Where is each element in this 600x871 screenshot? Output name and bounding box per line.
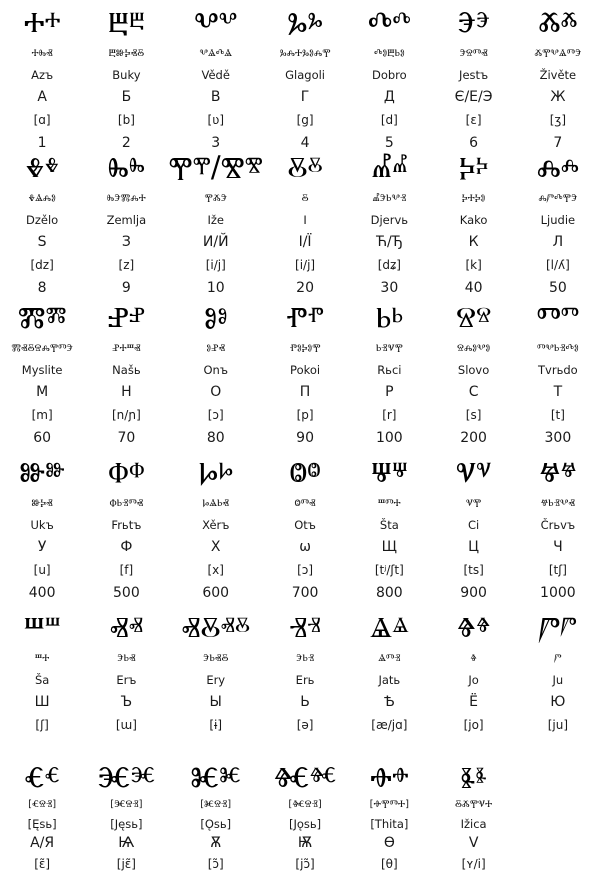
ipa-pronunciation: [tʲ/ʃt]: [374, 563, 404, 577]
letter-cell: [84, 0, 168, 151]
glagolitic-spelling: ⰜⰉ: [465, 498, 482, 509]
numeric-value: 2: [121, 135, 131, 151]
glagolitic-spelling: ⰏⰟⰋⰔⰎⰉⰕⰅ: [11, 343, 73, 354]
letter-cell: [263, 295, 347, 450]
cyrillic-equivalent: Ѫ: [210, 835, 222, 851]
letter-cell: [263, 450, 347, 605]
letter-cell: [169, 450, 263, 605]
glagolitic-spelling: ⰉⰆⰅ: [204, 193, 227, 204]
numeric-value: 90: [296, 430, 314, 446]
glagolitic-glyph: Ⰶⰶ: [538, 5, 578, 39]
ipa-pronunciation: [ə]: [296, 718, 314, 732]
numeric-value: 9: [121, 280, 131, 296]
cyrillic-equivalent: Є/Е/Э: [454, 89, 493, 105]
glagolitic-glyph: Ⱔⱔ: [24, 760, 61, 794]
glagolitic-glyph: Ⰴⰴ: [367, 5, 411, 39]
ipa-pronunciation: [z]: [118, 258, 135, 272]
letter-name: Ukъ: [30, 518, 54, 532]
glagolitic-glyph: Ⱏⱏ: [109, 610, 144, 644]
glagolitic-spelling: ⰓⰠⰜⰉ: [375, 343, 403, 354]
letter-cell: [169, 0, 263, 151]
ipa-pronunciation: [ʋ]: [207, 113, 224, 127]
cyrillic-equivalent: Х: [210, 539, 221, 555]
letter-name: Tvrьdo: [538, 363, 578, 377]
glagolitic-glyph: Ⱐⱐ: [289, 610, 321, 644]
glagolitic-glyph: Ⰰⰰ: [23, 5, 61, 39]
glagolitic-spelling: ⰅⰓⰟ: [117, 653, 136, 664]
ipa-pronunciation: [p]: [296, 408, 314, 422]
glagolitic-glyph: Ⱋⱋ: [370, 455, 408, 489]
numeric-value: 30: [380, 280, 399, 296]
glagolitic-glyph: Ⰷⰷ: [25, 150, 59, 184]
letter-name: Ljudie: [540, 213, 576, 227]
glagolitic-glyph: Ⰸⰸ: [107, 150, 145, 184]
cyrillic-equivalent: О: [210, 384, 222, 400]
glagolitic-glyph: Ⰽⰽ: [458, 150, 489, 184]
glagolitic-glyph: Ⱘⱘ: [190, 760, 241, 794]
glagolitic-spelling: ⰖⰍⰟ: [31, 498, 53, 509]
numeric-value: 400: [28, 585, 56, 601]
letter-cell: [347, 758, 431, 871]
glagolitic-spelling: ⰑⰐⰟ: [206, 343, 226, 354]
glagolitic-spelling: ⰋⰆⰉⰜⰀ: [454, 799, 493, 810]
letter-cell: [263, 758, 347, 871]
letter-cell: [516, 605, 600, 758]
cyrillic-equivalent: М: [36, 384, 49, 400]
glagolitic-glyph: Ⱖⱖ: [456, 610, 491, 644]
ipa-pronunciation: [m]: [31, 408, 53, 422]
numeric-value: 60: [33, 430, 52, 446]
ipa-pronunciation: [x]: [207, 563, 224, 577]
glagolitic-glyph: Ⱙⱙ: [273, 760, 337, 794]
cyrillic-equivalent: Ћ/Ђ: [375, 234, 403, 250]
ipa-pronunciation: [ʒ]: [549, 113, 567, 127]
glagolitic-glyph: Ⱃⱃ: [375, 300, 404, 334]
numeric-value: 700: [291, 585, 319, 601]
glagolitic-spelling: [ⰧⰔⰠ]: [110, 799, 143, 810]
ipa-pronunciation: [jɔ̃]: [295, 857, 315, 871]
cyrillic-equivalent: Ф: [120, 539, 133, 555]
cyrillic-equivalent: Ѭ: [297, 835, 313, 851]
glagolitic-spelling: ⰎⰣⰄⰉⰅ: [538, 193, 578, 204]
glagolitic-glyph: Ⱅⱅ: [536, 300, 580, 334]
ipa-pronunciation: [ju]: [547, 718, 569, 732]
glagolitic-spelling: ⰙⰕⰟ: [294, 498, 316, 509]
letter-name: Jatь: [378, 673, 401, 687]
glagolitic-spelling: ⰆⰉⰂⰡⰕⰅ: [534, 48, 582, 59]
letter-name: Ižica: [460, 817, 487, 831]
letter-cell: [516, 0, 600, 151]
numeric-value: 40: [464, 280, 483, 296]
cyrillic-equivalent: Ю: [550, 694, 566, 710]
glagolitic-spelling: ⰈⰅⰏⰎⰀ: [106, 193, 146, 204]
ipa-pronunciation: [i/j]: [295, 258, 316, 272]
glagolitic-glyph: Ⰹⰹ/Ⰺⰺ: [168, 150, 263, 184]
ipa-pronunciation: [n/ɲ]: [112, 408, 141, 422]
ipa-pronunciation: [ɛ]: [465, 113, 482, 127]
cyrillic-equivalent: Ш: [34, 694, 50, 710]
letter-cell: [347, 295, 431, 450]
letter-name: Frьtъ: [111, 518, 142, 532]
glagolitic-spelling: ⰇⰡⰎⰑ: [28, 193, 56, 204]
cyrillic-equivalent: П: [299, 384, 311, 400]
letter-cell: [263, 0, 347, 151]
letter-cell: [0, 605, 84, 758]
ipa-pronunciation: [ʏ/i]: [461, 857, 486, 871]
cyrillic-equivalent: Ѳ: [383, 835, 395, 851]
cyrillic-equivalent: З: [121, 234, 131, 250]
glagolitic-glyph: Ⰻⰻ: [287, 150, 323, 184]
numeric-value: 100: [375, 430, 403, 446]
letter-name: Jo: [468, 673, 479, 687]
glagolitic-spelling: ⰝⰓⰠⰂⰟ: [540, 498, 575, 509]
ipa-pronunciation: [g]: [296, 113, 314, 127]
cyrillic-equivalent: С: [468, 384, 479, 400]
cyrillic-equivalent: S: [37, 234, 47, 250]
numeric-value: 10: [206, 280, 225, 296]
letter-cell: [169, 145, 263, 295]
glagolitic-glyph: Ⰼⰼ: [371, 150, 408, 184]
glagolitic-spelling: ⰔⰎⰑⰂⰑ: [457, 343, 491, 354]
glagolitic-glyph: Ⱌⱌ: [455, 455, 492, 489]
glagolitic-glyph: Ⱍⱍ: [539, 455, 577, 489]
glagolitic-glyph: Ⰾⰾ: [536, 150, 580, 184]
glagolitic-glyph: Ⱀⱀ: [107, 300, 146, 334]
glagolitic-spelling: ⰃⰎⰀⰃⰑⰎⰉ: [279, 48, 331, 59]
numeric-value: 50: [548, 280, 567, 296]
letter-cell: [0, 295, 84, 450]
glagolitic-glyph: Ⰵⰵ: [457, 5, 490, 39]
glagolitic-spelling: ⰞⰕⰀ: [377, 498, 401, 509]
numeric-value: 500: [113, 585, 140, 601]
numeric-value: 800: [375, 585, 403, 601]
cyrillic-equivalent: Ж: [550, 89, 566, 105]
glagolitic-spelling: ⰗⰓⰠⰕⰟ: [109, 498, 144, 509]
glagolitic-spelling: ⰘⰡⰓⰟ: [202, 498, 230, 509]
cyrillic-equivalent: К: [468, 234, 479, 250]
cyrillic-equivalent: Д: [383, 89, 395, 105]
ipa-pronunciation: [ɨ]: [209, 718, 223, 732]
cyrillic-equivalent: Ц: [468, 539, 480, 555]
cyrillic-equivalent: Ч: [553, 539, 563, 555]
glagolitic-spelling: ⰄⰑⰁⰓⰑ: [374, 48, 405, 59]
ipa-pronunciation: [r]: [382, 408, 397, 422]
glagolitic-glyph: Ⱂⱂ: [286, 300, 325, 334]
letter-name: Kako: [459, 213, 488, 227]
glagolitic-glyph: Ⱛⱛ: [460, 760, 487, 794]
ipa-pronunciation: [æ/jɑ]: [371, 718, 408, 732]
ipa-pronunciation: [ts]: [463, 563, 484, 577]
letter-name: Jestъ: [459, 68, 489, 82]
ipa-pronunciation: [d]: [380, 113, 398, 127]
letter-name: Zemlja: [106, 213, 147, 227]
glagolitic-glyph: Ⰳⰳ: [287, 5, 323, 39]
ipa-pronunciation: [ɯ]: [115, 718, 137, 732]
letter-name: Erь: [295, 673, 315, 687]
ipa-pronunciation: [dʑ]: [377, 258, 401, 272]
numeric-value: 8: [37, 280, 47, 296]
cyrillic-equivalent: Ѩ: [118, 835, 135, 851]
letter-name: Iže: [207, 213, 224, 227]
letter-cell: [84, 605, 168, 758]
cyrillic-equivalent: Н: [121, 384, 132, 400]
letter-cell: [431, 450, 515, 605]
numeric-value: 5: [384, 135, 394, 151]
cyrillic-equivalent: А: [37, 89, 47, 105]
glagolitic-spelling: [ⰤⰔⰠ]: [28, 799, 57, 810]
letter-name: Dzělo: [26, 213, 59, 227]
glagolitic-glyph: Ⱇⱇ: [108, 455, 145, 489]
ipa-pronunciation: [l/ʎ]: [545, 258, 570, 272]
letter-name: Onъ: [203, 363, 228, 377]
glagolitic-glyph: Ⰱⰱ: [107, 5, 145, 39]
ipa-pronunciation: [tʃ]: [548, 563, 567, 577]
ipa-pronunciation: [dz]: [30, 258, 54, 272]
letter-cell: [431, 758, 515, 871]
glagolitic-spelling: ⰀⰈⰟ: [31, 48, 53, 59]
glagolitic-glyph: Ⱎⱎ: [23, 610, 61, 644]
letter-name: Dobro: [371, 68, 407, 82]
glagolitic-glyph: Ⰿⰿ: [17, 300, 67, 334]
cyrillic-equivalent: Щ: [381, 539, 397, 555]
glagolitic-spelling: ⰅⰓⰟⰋ: [203, 653, 229, 664]
letter-cell: [516, 295, 600, 450]
glagolitic-spelling: Ⱖ: [470, 653, 477, 664]
glagolitic-spelling: ⰕⰂⰓⰠⰄⰑ: [536, 343, 579, 354]
ipa-pronunciation: [jo]: [463, 718, 484, 732]
numeric-value: 70: [117, 430, 136, 446]
cyrillic-equivalent: Ё: [469, 694, 479, 710]
ipa-pronunciation: [t]: [550, 408, 565, 422]
glagolitic-glyph: Ⱈⱈ: [198, 455, 234, 489]
glagolitic-spelling: ⰅⰔⰕⰟ: [459, 48, 488, 59]
cyrillic-equivalent: В: [210, 89, 221, 105]
cyrillic-equivalent: Л: [552, 234, 564, 250]
ipa-pronunciation: [u]: [33, 563, 51, 577]
glagolitic-glyph: Ⰲⰲ: [194, 5, 238, 39]
letter-cell: [263, 145, 347, 295]
letter-name: Myslite: [21, 363, 63, 377]
letter-cell: [169, 295, 263, 450]
glagolitic-spelling: ⰅⰓⰠ: [296, 653, 315, 664]
glagolitic-spelling: ⰒⰑⰍⰑⰉ: [289, 343, 321, 354]
cyrillic-equivalent: А/Я: [30, 835, 55, 851]
ipa-pronunciation: [ɔ̃]: [207, 857, 224, 871]
letter-cell: [347, 0, 431, 151]
letter-cell: [84, 295, 168, 450]
ipa-pronunciation: [ʃ]: [35, 718, 49, 732]
glagolitic-spelling: Ⰻ: [301, 193, 309, 204]
letter-name: Djervь: [370, 213, 409, 227]
letter-name: Pokoi: [290, 363, 321, 377]
glagolitic-glyph: Ⱚⱚ: [370, 760, 409, 794]
letter-name: Slovo: [457, 363, 490, 377]
numeric-value: 1: [37, 135, 47, 151]
glagolitic-spelling: ⰌⰅⰓⰂⰠ: [372, 193, 407, 204]
glagolitic-spelling: ⰂⰡⰄⰡ: [199, 48, 232, 59]
letter-cell: [0, 758, 84, 871]
letter-name: Ery: [206, 673, 226, 687]
glagolitic-glyph: Ⱗⱗ: [97, 760, 156, 794]
ipa-pronunciation: [ɛ̃]: [34, 857, 51, 871]
letter-name: Erъ: [116, 673, 137, 687]
cyrillic-equivalent: І/Ї: [298, 234, 312, 250]
letter-cell: [84, 450, 168, 605]
letter-cell: [0, 450, 84, 605]
cyrillic-equivalent: И/Й: [202, 234, 229, 250]
letter-name: Rьci: [377, 363, 402, 377]
ipa-pronunciation: [f]: [119, 563, 134, 577]
letter-name: [Ęsь]: [27, 817, 57, 831]
letter-name: [Jęsь]: [110, 817, 143, 831]
letter-name: [Jǫsь]: [288, 817, 322, 831]
ipa-pronunciation: [ɔ]: [207, 408, 224, 422]
glagolitic-spelling: [ⰪⰉⰕⰀ]: [369, 799, 410, 810]
letter-name: Vědě: [201, 68, 230, 82]
letter-name: Črьvъ: [540, 518, 576, 532]
ipa-pronunciation: [i/j]: [205, 258, 226, 272]
letter-name: I: [303, 213, 307, 227]
glagolitic-glyph: Ⱑⱑ: [369, 610, 409, 644]
glagolitic-spelling: ⰍⰀⰍⰑ: [461, 193, 486, 204]
letter-name: Šta: [379, 518, 399, 532]
glagolitic-spelling: ⰞⰀ: [34, 653, 50, 664]
numeric-value: 6: [469, 135, 479, 151]
cyrillic-equivalent: У: [37, 539, 47, 555]
glagolitic-spelling: [ⰨⰔⰠ]: [200, 799, 232, 810]
numeric-value: 900: [460, 585, 487, 601]
letter-cell: [347, 605, 431, 758]
letter-name: Otъ: [294, 518, 316, 532]
cyrillic-equivalent: ω: [299, 539, 311, 555]
letter-cell: [0, 145, 84, 295]
ipa-pronunciation: [jɛ̃]: [116, 857, 136, 871]
letter-name: Ša: [34, 673, 50, 687]
cyrillic-equivalent: Т: [553, 384, 563, 400]
glagolitic-spelling: [ⰩⰔⰠ]: [288, 799, 322, 810]
cyrillic-equivalent: V: [468, 835, 479, 851]
letter-cell: [431, 145, 515, 295]
cyrillic-equivalent: Б: [121, 89, 132, 105]
numeric-value: 1000: [540, 585, 576, 601]
letter-cell: [347, 450, 431, 605]
ipa-pronunciation: [b]: [117, 113, 135, 127]
letter-cell: [169, 758, 263, 871]
glagolitic-spelling: ⰡⰕⰠ: [378, 653, 401, 664]
glagolitic-glyph: Ⱓⱓ: [538, 610, 577, 644]
letter-cell: [263, 605, 347, 758]
letter-name: Ju: [552, 673, 564, 687]
letter-name: Našь: [112, 363, 141, 377]
letter-name: Glagoli: [285, 68, 326, 82]
cyrillic-equivalent: Ы: [209, 694, 222, 710]
letter-name: Buky: [112, 68, 141, 82]
letter-cell: [347, 145, 431, 295]
numeric-value: 20: [296, 280, 314, 296]
ipa-pronunciation: [s]: [465, 408, 482, 422]
glagolitic-glyph: Ⱄⱄ: [455, 300, 492, 334]
letter-cell: [431, 295, 515, 450]
cyrillic-equivalent: Г: [300, 89, 310, 105]
letter-cell: [84, 145, 168, 295]
letter-name: Ci: [467, 518, 480, 532]
numeric-value: 4: [300, 135, 310, 151]
letter-name: Xěrъ: [202, 518, 230, 532]
cyrillic-equivalent: Р: [385, 384, 394, 400]
glagolitic-glyph: Ⱉⱉ: [289, 455, 321, 489]
letter-cell: [431, 605, 515, 758]
letter-name: Azъ: [31, 68, 54, 82]
letter-name: [Ǫsь]: [200, 817, 232, 831]
glagolitic-glyph: Ⱆⱆ: [19, 455, 65, 489]
numeric-value: 600: [202, 585, 230, 601]
cyrillic-equivalent: Ъ: [120, 694, 133, 710]
letter-cell: [431, 0, 515, 151]
numeric-value: 7: [553, 135, 563, 151]
ipa-pronunciation: [k]: [465, 258, 482, 272]
letter-cell: [0, 0, 84, 151]
glagolitic-glyph: Ⱁⱁ: [203, 300, 228, 334]
glagolitic-spelling: ⰐⰀⰞⰟ: [112, 343, 141, 354]
ipa-pronunciation: [θ]: [380, 857, 398, 871]
ipa-pronunciation: [ɔ]: [297, 563, 314, 577]
numeric-value: 80: [206, 430, 225, 446]
letter-cell: [169, 605, 263, 758]
numeric-value: 200: [460, 430, 487, 446]
cyrillic-equivalent: Ѣ: [383, 694, 395, 710]
letter-name: Živěte: [539, 68, 577, 82]
letter-cell: [84, 758, 168, 871]
glagolitic-glyph: ⰟⰋⱏⰻ: [181, 610, 251, 644]
letter-name: [Thita]: [370, 817, 409, 831]
numeric-value: 3: [211, 135, 221, 151]
numeric-value: 300: [544, 430, 572, 446]
ipa-pronunciation: [ɑ]: [33, 113, 51, 127]
letter-cell: [516, 450, 600, 605]
letter-cell: [516, 145, 600, 295]
cyrillic-equivalent: Ь: [300, 694, 310, 710]
glagolitic-spelling: Ⱓ: [554, 653, 562, 664]
glagolitic-spelling: ⰁⰖⰍⰟⰋ: [108, 48, 145, 59]
